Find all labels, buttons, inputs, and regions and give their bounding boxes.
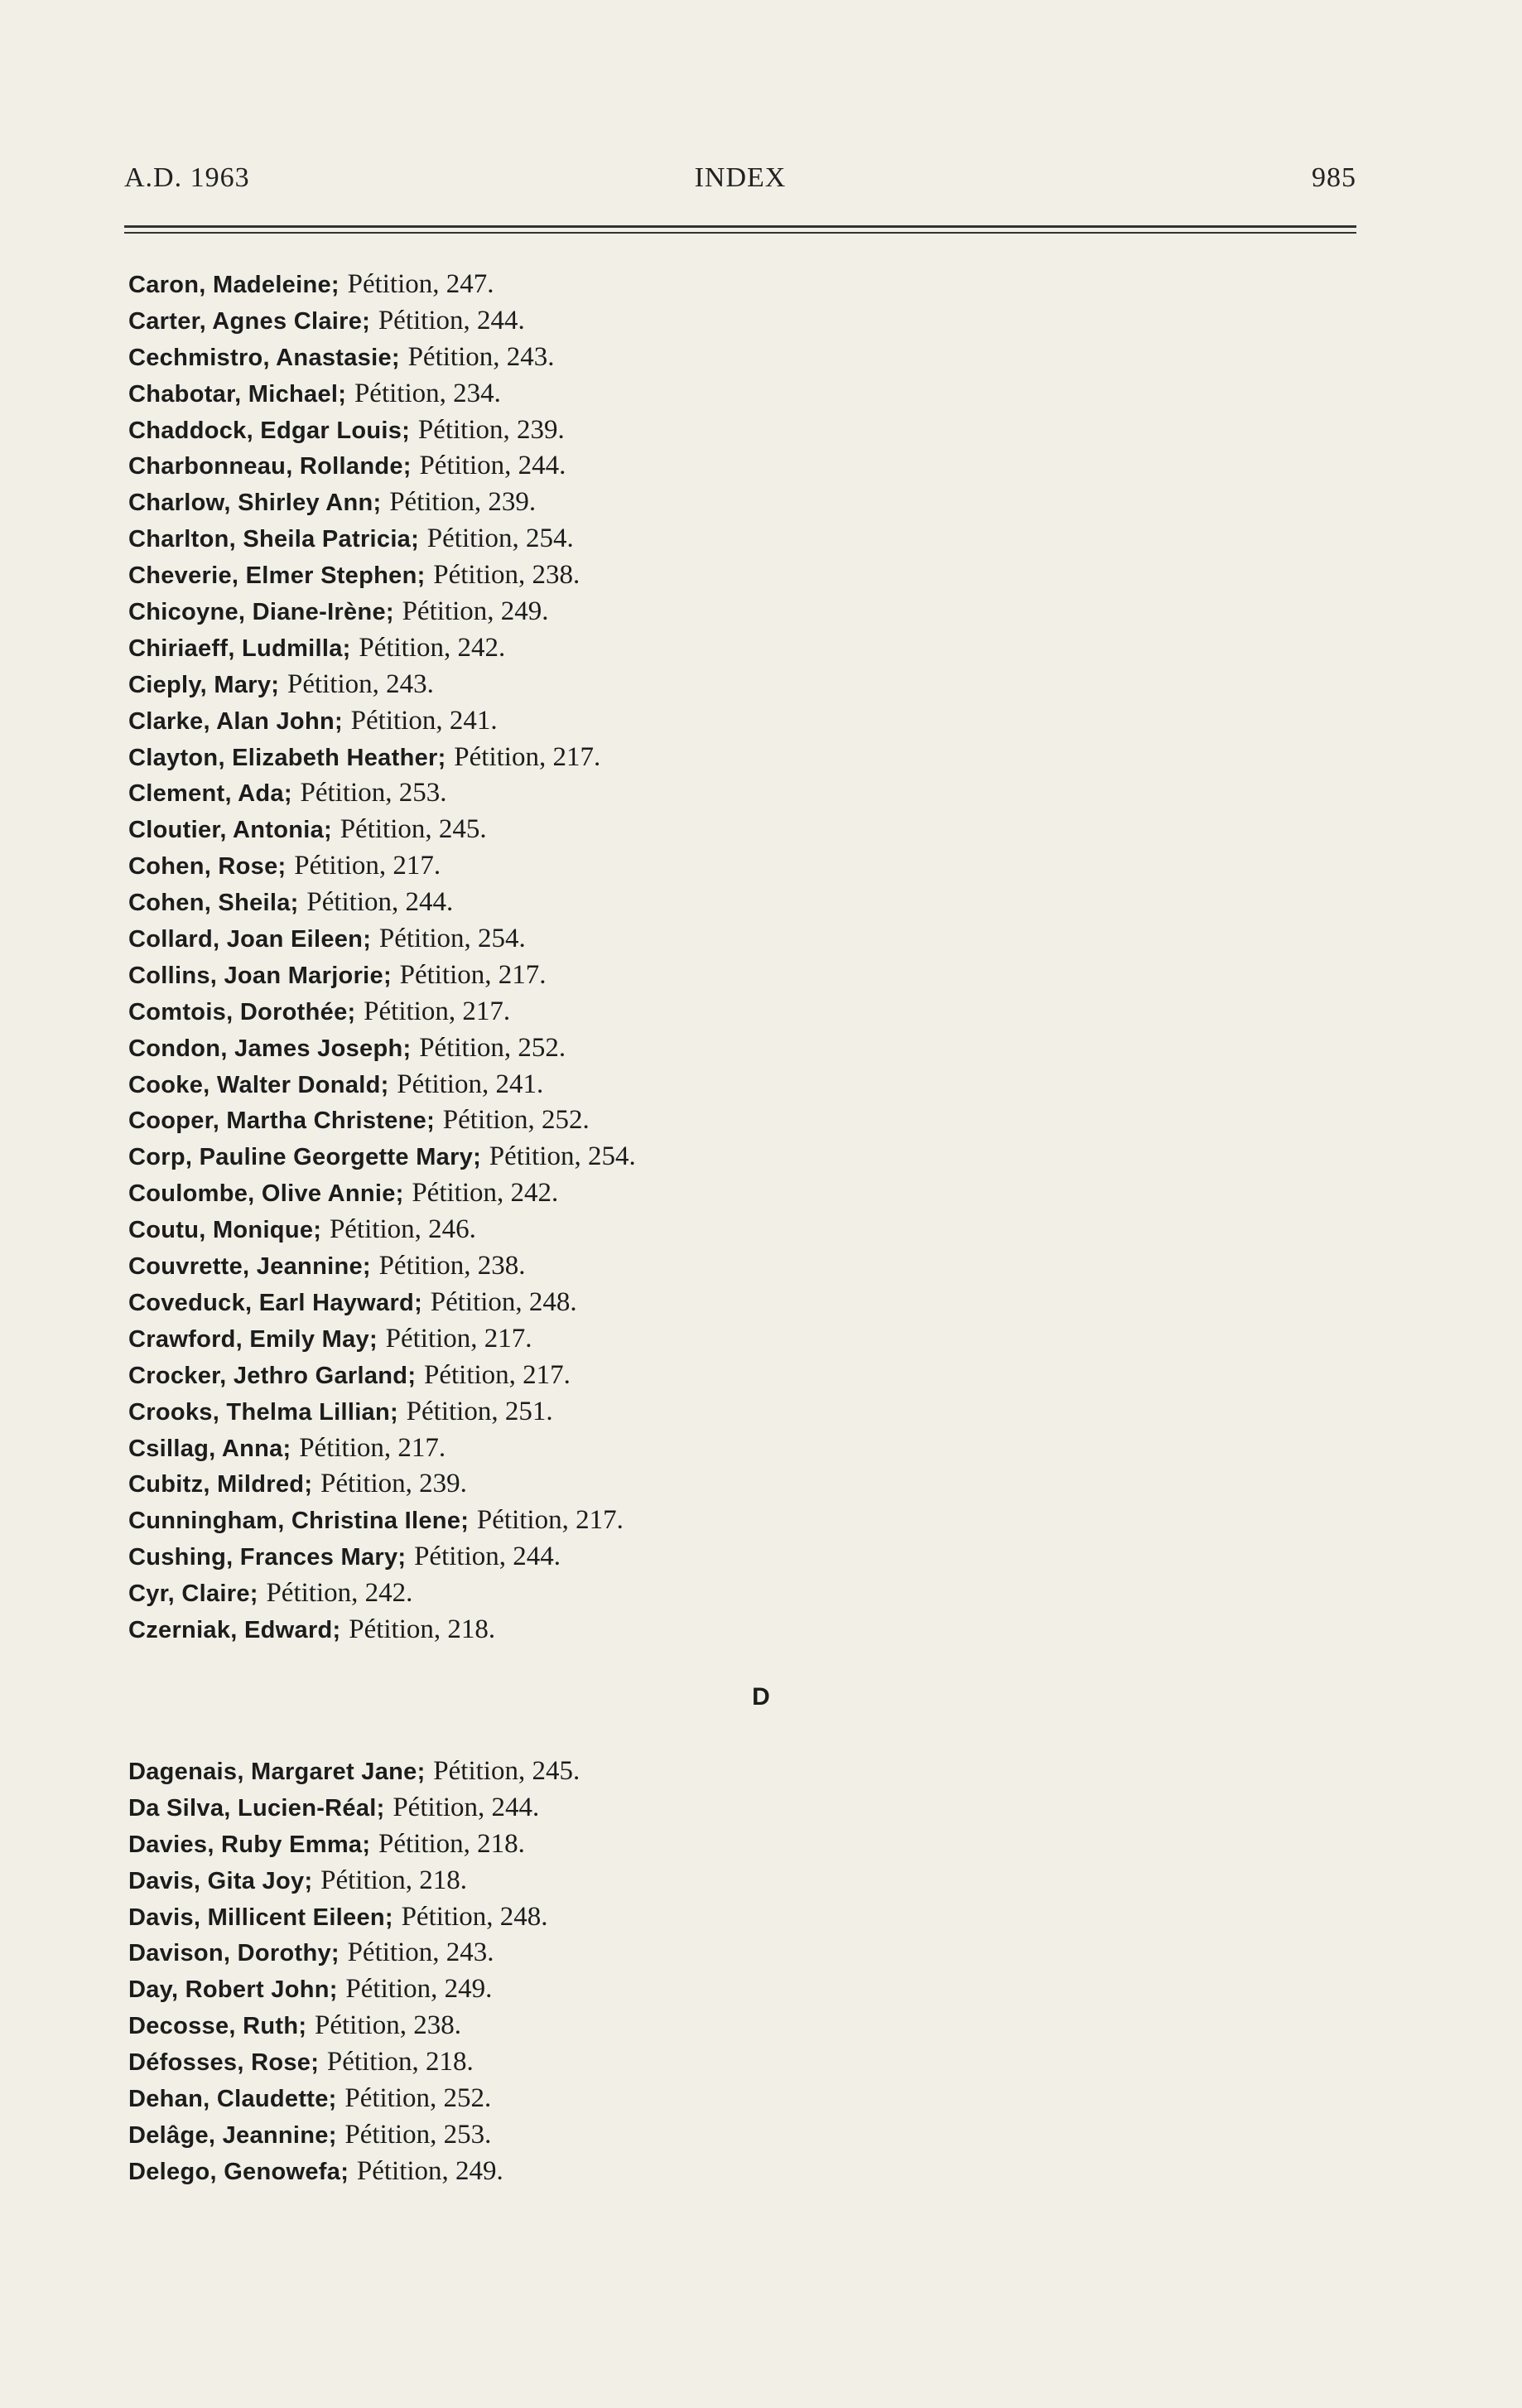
entry-separator: ;: [362, 1253, 371, 1281]
entry-name: Cieply, Mary: [128, 671, 272, 698]
entry-name: Cyr, Claire: [128, 1580, 250, 1608]
entry-name: Cechmistro, Anastasie: [128, 344, 392, 371]
index-entry: [128, 303, 1205, 340]
index-entry: [128, 994, 1205, 1030]
entry-separator: ;: [385, 599, 394, 626]
entry-name: Delego, Genowefa: [128, 2158, 341, 2185]
entry-reference: Pétition, 243.: [407, 341, 555, 372]
entry-name: Carter, Agnes Claire: [128, 307, 363, 335]
entry-name: Crooks, Thelma Lillian: [128, 1398, 390, 1426]
index-entry: [128, 1285, 1205, 1321]
entry-name: Chicoyne, Diane-Irène: [128, 599, 386, 626]
entry-separator: ;: [328, 2121, 337, 2149]
index-entry: [128, 2008, 1205, 2044]
index-entry: [128, 1103, 1205, 1139]
entry-name: Coveduck, Earl Hayward: [128, 1289, 415, 1316]
entry-reference: Pétition, 254.: [489, 1141, 636, 1172]
entry-reference: Pétition, 238.: [315, 2010, 461, 2041]
entry-separator: ;: [277, 853, 287, 881]
index-entry: [128, 921, 1205, 958]
entry-name: Cooke, Walter Donald: [128, 1071, 381, 1098]
entry-separator: ;: [332, 1616, 341, 1643]
entry-separator: ;: [417, 1759, 426, 1785]
header-page-number: 985: [1312, 162, 1356, 193]
entry-separator: ;: [426, 1107, 435, 1135]
entry-separator: ;: [324, 817, 332, 844]
entry-name: Czerniak, Edward: [128, 1616, 333, 1643]
entry-name: Da Silva, Lucien-Réal: [128, 1794, 377, 1822]
index-entry: [128, 1503, 1205, 1539]
entry-separator: ;: [347, 998, 356, 1025]
entry-separator: ;: [380, 1071, 389, 1098]
entry-reference: Pétition, 246.: [329, 1214, 476, 1245]
entry-reference: Pétition, 217.: [476, 1505, 624, 1536]
entry-reference: Pétition, 245.: [433, 1756, 580, 1786]
index-entry: [128, 630, 1205, 667]
entry-separator: ;: [383, 962, 392, 989]
index-entry: [128, 1754, 1205, 1790]
index-entry: [128, 2154, 1205, 2190]
entry-name: Cubitz, Mildred: [128, 1471, 305, 1498]
index-entry: [128, 812, 1205, 848]
entry-name: Clayton, Elizabeth Heather: [128, 744, 438, 771]
entry-reference: Pétition, 244.: [306, 887, 454, 918]
page-header: [124, 162, 1356, 200]
entry-reference: Pétition, 254.: [426, 524, 574, 554]
entry-separator: ;: [342, 635, 351, 662]
index-entry: [128, 557, 1205, 594]
entry-reference: Pétition, 244.: [393, 1792, 540, 1822]
entry-separator: ;: [330, 1940, 340, 1967]
index-entry: [128, 1576, 1205, 1612]
index-entry: [128, 1539, 1205, 1576]
entry-separator: ;: [363, 926, 371, 953]
entry-name: Caron, Madeleine: [128, 272, 331, 298]
entry-name: Charlton, Sheila Patricia: [128, 526, 412, 553]
index-entry: [128, 1431, 1205, 1467]
entry-separator: ;: [402, 1035, 412, 1062]
entry-reference: Pétition, 249.: [402, 596, 549, 627]
entry-separator: ;: [311, 2049, 319, 2077]
entry-name: Cheverie, Elmer Stephen: [128, 562, 417, 590]
entry-separator: ;: [282, 1435, 291, 1462]
index-entry: [128, 2081, 1205, 2117]
entry-reference: Pétition, 254.: [378, 924, 526, 954]
entry-reference: Pétition, 242.: [359, 632, 506, 663]
index-entry: [128, 885, 1205, 921]
entry-name: Davison, Dorothy: [128, 1940, 331, 1967]
entry-name: Delâge, Jeannine: [128, 2121, 329, 2149]
entry-reference: Pétition, 247.: [347, 269, 494, 299]
index-entry: [128, 1030, 1205, 1067]
entry-reference: Pétition, 218.: [378, 1828, 525, 1859]
entry-separator: ;: [373, 490, 382, 517]
entry-name: Cunningham, Christina Ilene: [128, 1508, 461, 1535]
index-entry: [128, 1971, 1205, 2008]
entry-name: Clement, Ada: [128, 780, 284, 808]
header-year: A.D. 1963: [124, 162, 250, 193]
entry-separator: ;: [283, 780, 292, 808]
index-entry: [128, 1394, 1205, 1431]
index-entry: [128, 376, 1205, 413]
index-entry: [128, 848, 1205, 885]
entry-reference: Pétition, 239.: [389, 487, 537, 518]
entry-reference: Pétition, 218.: [320, 1865, 468, 1895]
entry-name: Cloutier, Antonia: [128, 817, 325, 844]
entry-reference: Pétition, 248.: [401, 1901, 548, 1932]
index-entry: [128, 775, 1205, 812]
entry-separator: ;: [417, 562, 426, 590]
entry-reference: Pétition, 217.: [385, 1323, 532, 1354]
entry-name: Cooper, Martha Christene: [128, 1107, 427, 1135]
index-entry: [128, 1790, 1205, 1827]
index-entry: [128, 1935, 1205, 1971]
index-entry: [128, 1067, 1205, 1103]
index-entry: [128, 448, 1205, 485]
entry-reference: Pétition, 249.: [345, 1974, 493, 2005]
entry-separator: ;: [249, 1580, 258, 1608]
entry-name: Day, Robert John: [128, 1976, 330, 2004]
entry-reference: Pétition, 241.: [350, 705, 498, 736]
index-entry: [128, 667, 1205, 703]
entry-reference: Pétition, 243.: [287, 668, 434, 699]
entry-separator: ;: [313, 1217, 321, 1244]
index-entry: [128, 1212, 1205, 1248]
entry-separator: ;: [368, 1325, 378, 1353]
entry-separator: ;: [407, 1362, 416, 1389]
entry-reference: Pétition, 244.: [414, 1542, 561, 1572]
entry-separator: ;: [290, 890, 299, 917]
entry-reference: Pétition, 253.: [344, 2119, 492, 2150]
index-entry: [128, 2117, 1205, 2154]
entry-name: Condon, James Joseph: [128, 1035, 403, 1062]
index-entry: [128, 521, 1205, 557]
entry-reference: Pétition, 241.: [397, 1069, 544, 1099]
entry-separator: ;: [384, 1904, 393, 1931]
entry-reference: Pétition, 218.: [326, 2047, 474, 2077]
header-rule-thin: [124, 232, 1356, 234]
section-letter-d: D: [752, 1683, 770, 1711]
entry-reference: Pétition, 249.: [356, 2155, 503, 2186]
index-entry: [128, 1321, 1205, 1358]
index-entry: [128, 1863, 1205, 1899]
entry-name: Chaddock, Edgar Louis: [128, 417, 402, 444]
index-entry: [128, 703, 1205, 740]
entry-reference: Pétition, 243.: [347, 1937, 494, 1968]
entry-reference: Pétition, 238.: [433, 560, 580, 591]
entry-reference: Pétition, 239.: [417, 414, 565, 445]
entry-reference: Pétition, 238.: [378, 1251, 526, 1281]
entry-separator: ;: [411, 526, 419, 553]
entry-name: Charlow, Shirley Ann: [128, 490, 373, 517]
entry-reference: Pétition, 234.: [354, 378, 501, 408]
entry-name: Corp, Pauline Georgette Mary: [128, 1144, 474, 1171]
entry-name: Csillag, Anna: [128, 1435, 283, 1462]
entry-reference: Pétition, 251.: [406, 1396, 553, 1426]
entry-reference: Pétition, 252.: [344, 2083, 492, 2114]
entry-name: Davis, Gita Joy: [128, 1867, 305, 1894]
entry-name: Davis, Millicent Eileen: [128, 1904, 385, 1931]
entry-separator: ;: [340, 2158, 349, 2185]
entry-separator: ;: [395, 1180, 404, 1208]
index-entry: [128, 1899, 1205, 1936]
header-title: INDEX: [694, 162, 787, 193]
entry-separator: ;: [437, 744, 446, 771]
index-entry: [128, 1248, 1205, 1285]
entry-reference: Pétition, 217.: [294, 851, 441, 881]
entry-separator: ;: [328, 2086, 337, 2113]
entry-name: Défosses, Rose: [128, 2049, 311, 2077]
entry-name: Coulombe, Olive Annie: [128, 1180, 396, 1208]
index-entry: [128, 1612, 1205, 1648]
entry-separator: ;: [298, 2013, 307, 2040]
entry-separator: ;: [376, 1794, 385, 1822]
entry-reference: Pétition, 252.: [442, 1105, 590, 1136]
entry-reference: Pétition, 217.: [399, 959, 547, 990]
entry-separator: ;: [304, 1867, 313, 1894]
entry-reference: Pétition, 217.: [454, 741, 601, 772]
entry-reference: Pétition, 244.: [378, 305, 525, 335]
entry-reference: Pétition, 245.: [340, 814, 487, 845]
entry-name: Davies, Ruby Emma: [128, 1831, 363, 1858]
index-entry: [128, 740, 1205, 776]
entry-separator: ;: [460, 1508, 469, 1535]
entry-separator: ;: [390, 1398, 398, 1426]
entry-name: Dagenais, Margaret Jane: [128, 1759, 417, 1785]
entry-separator: ;: [334, 707, 343, 735]
entry-reference: Pétition, 252.: [419, 1032, 566, 1063]
index-entry: [128, 413, 1205, 449]
entry-name: Crocker, Jethro Garland: [128, 1362, 408, 1389]
entry-name: Cohen, Rose: [128, 853, 278, 881]
entry-separator: ;: [271, 671, 279, 698]
entry-separator: ;: [402, 453, 412, 480]
header-rule-thick: [124, 225, 1356, 228]
entry-name: Crawford, Emily May: [128, 1325, 369, 1353]
index-entry: [128, 1466, 1205, 1503]
entry-name: Collins, Joan Marjorie: [128, 962, 383, 989]
entry-separator: ;: [362, 1831, 370, 1858]
entry-reference: Pétition, 217.: [299, 1432, 446, 1463]
entry-name: Cohen, Sheila: [128, 890, 291, 917]
entry-reference: Pétition, 242.: [266, 1578, 413, 1609]
entry-name: Charbonneau, Rollande: [128, 453, 403, 480]
entry-name: Chabotar, Michael: [128, 380, 339, 408]
entry-separator: ;: [402, 417, 410, 444]
entry-separator: ;: [397, 1544, 407, 1571]
index-entry: [128, 267, 1205, 303]
index-entry: [128, 1827, 1205, 1863]
entry-reference: Pétition, 239.: [320, 1469, 467, 1499]
index-entry: [128, 1358, 1205, 1394]
entry-name: Clarke, Alan John: [128, 707, 335, 735]
entry-name: Comtois, Dorothée: [128, 998, 348, 1025]
index-entry: [128, 485, 1205, 521]
index-entry: [128, 2044, 1205, 2081]
index-entry: [128, 340, 1205, 376]
entry-name: Coutu, Monique: [128, 1217, 314, 1244]
entry-separator: ;: [329, 1976, 338, 2004]
index-entry: [128, 1139, 1205, 1175]
entry-reference: Pétition, 217.: [423, 1359, 571, 1390]
index-section-c: [128, 267, 1205, 1648]
entry-name: Dehan, Claudette: [128, 2086, 329, 2113]
entry-separator: ;: [473, 1144, 481, 1171]
entry-reference: Pétition, 253.: [300, 778, 447, 808]
entry-reference: Pétition, 248.: [430, 1286, 577, 1317]
entry-separator: ;: [338, 380, 346, 408]
entry-separator: ;: [304, 1471, 312, 1498]
entry-name: Cushing, Frances Mary: [128, 1544, 398, 1571]
entry-reference: Pétition, 217.: [364, 996, 511, 1026]
entry-separator: ;: [330, 272, 340, 298]
index-entry: [128, 958, 1205, 994]
entry-name: Couvrette, Jeannine: [128, 1253, 363, 1281]
entry-reference: Pétition, 242.: [412, 1178, 559, 1209]
entry-name: Collard, Joan Eileen: [128, 926, 364, 953]
entry-name: Chiriaeff, Ludmilla: [128, 635, 343, 662]
entry-reference: Pétition, 244.: [419, 451, 566, 481]
entry-separator: ;: [362, 307, 370, 335]
index-section-d: [128, 1754, 1205, 2190]
index-entry: [128, 594, 1205, 630]
entry-reference: Pétition, 218.: [349, 1614, 496, 1644]
entry-separator: ;: [414, 1289, 422, 1316]
entry-name: Decosse, Ruth: [128, 2013, 299, 2040]
index-entry: [128, 1175, 1205, 1212]
entry-separator: ;: [391, 344, 400, 371]
